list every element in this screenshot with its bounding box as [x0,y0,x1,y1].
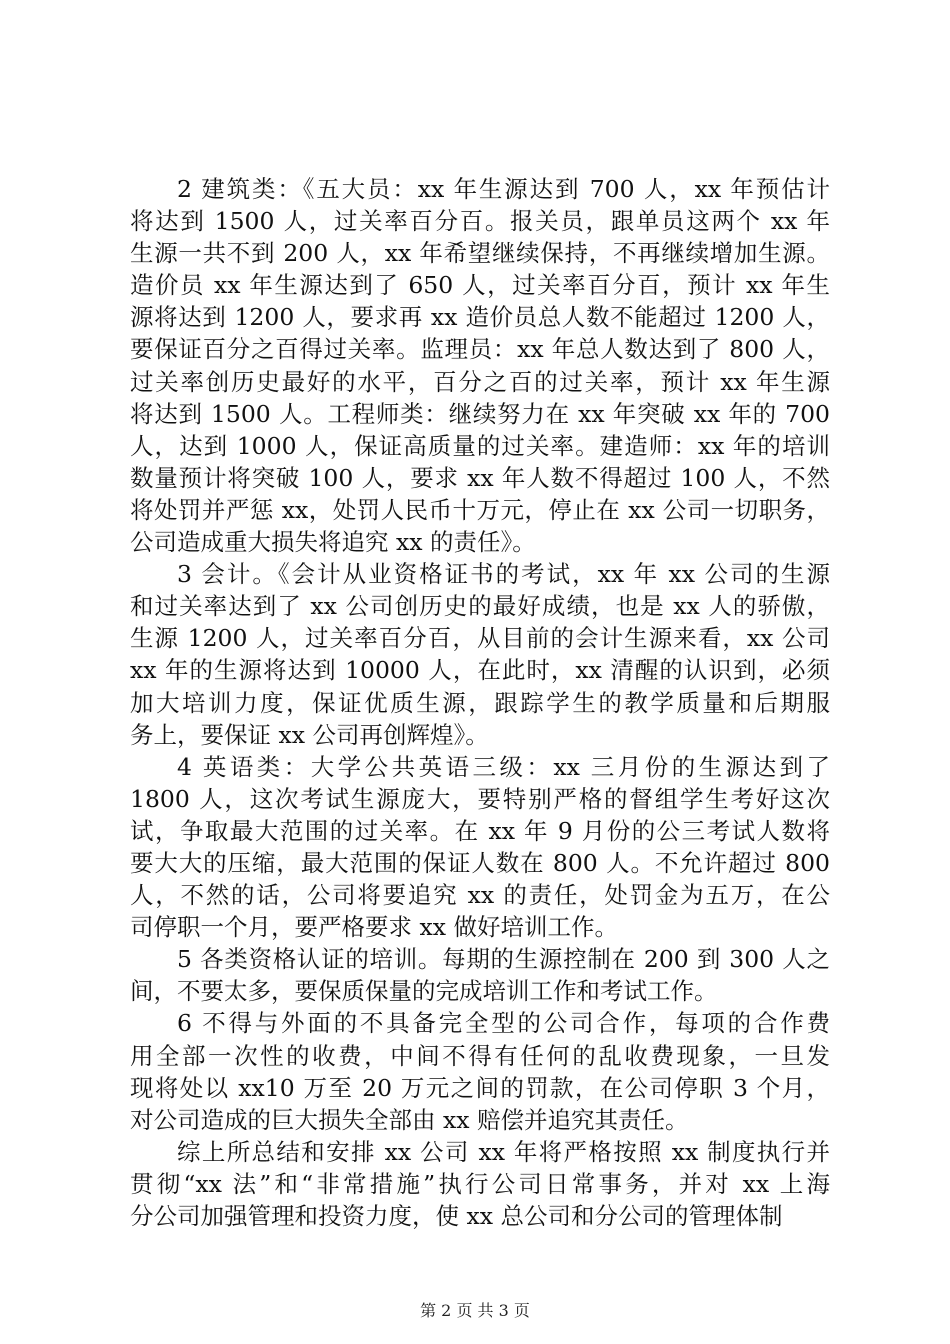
text-line: 5 各类资格认证的培训。每期的生源控制在 200 到 300 人之 [177,945,830,974]
page-footer: 第 2 页 共 3 页 [420,1301,530,1320]
text-line: 要大大的压缩，最大范围的保证人数在 800 人。不允许超过 800 [130,848,830,877]
text-line: 贯彻“xx 法”和“非常措施”执行公司日常事务，并对 xx 上海 [130,1169,830,1198]
text-line: 将处罚并严惩 xx，处罚人民币十万元，停止在 xx 公司一切职务， [130,495,830,524]
paragraph [130,558,830,751]
text-line: 用全部一次性的收费，中间不得有任何的乱收费现象，一旦发 [130,1041,830,1070]
text-line: 务上，要保证 xx 公司再创辉煌》。 [130,720,489,749]
text-line: 将达到 1500 人，过关率百分百。报关员，跟单员这两个 xx 年 [130,207,830,236]
text-line: 试，争取最大范围的过关率。在 xx 年 9 月份的公三考试人数将 [130,816,830,845]
text-line: 将达到 1500 人。工程师类：继续努力在 xx 年突破 xx 年的 700 [130,399,830,428]
paragraph [130,751,830,944]
text-line: 1800 人，这次考试生源庞大，要特别严格的督组学生考好这次 [130,784,830,813]
text-line: 4 英语类：大学公共英语三级：xx 三月份的生源达到了 [177,752,830,781]
text-line: 对公司造成的巨大损失全部由 xx 赔偿并追究其责任。 [130,1105,689,1134]
text-line: 间，不要太多，要保质保量的完成培训工作和考试工作。 [130,977,718,1006]
text-line: 3 会计。《会计从业资格证书的考试，xx 年 xx 公司的生源 [177,560,830,589]
text-line: 要保证百分之百得过关率。监理员：xx 年总人数达到了 800 人， [130,335,830,364]
text-line: 造价员 xx 年生源达到了 650 人，过关率百分百，预计 xx 年生 [130,271,830,300]
text-line: 司停职一个月，要严格要求 xx 做好培训工作。 [130,913,618,942]
text-line: 加大培训力度，保证优质生源，跟踪学生的教学质量和后期服 [130,688,830,717]
text-line: 人，不然的话，公司将要追究 xx 的责任，处罚金为五万，在公 [130,881,830,910]
text-line: 生源 1200 人，过关率百分百，从目前的会计生源来看，xx 公司 [130,624,830,653]
text-line: 公司造成重大损失将追究 xx 的责任》。 [130,528,536,557]
text-line: 2 建筑类：《五大员：xx 年生源达到 700 人，xx 年预估计 [177,175,830,203]
text-line: 生源一共不到 200 人，xx 年希望继续保持，不再继续增加生源。 [130,239,830,268]
text-line: 分公司加强管理和投资力度，使 xx 总公司和分公司的管理体制 [130,1202,783,1230]
text-line: 综上所总结和安排 xx 公司 xx 年将严格按照 xx 制度执行并 [177,1137,830,1166]
paragraph [130,1136,830,1232]
text-line: xx 年的生源将达到 10000 人，在此时，xx 清醒的认识到，必须 [130,656,830,685]
paragraph [130,173,830,558]
text-line: 6 不得与外面的不具备完全型的公司合作，每项的合作费 [177,1009,830,1038]
document-body [130,173,830,1232]
text-line: 人，达到 1000 人，保证高质量的过关率。建造师：xx 年的培训 [130,431,830,460]
text-line: 数量预计将突破 100 人，要求 xx 年人数不得超过 100 人，不然 [130,463,830,492]
text-line: 过关率创历史最好的水平，百分之百的过关率，预计 xx 年生源 [130,367,830,396]
text-line: 现将处以 xx10 万至 20 万元之间的罚款，在公司停职 3 个月， [130,1073,830,1102]
text-line: 和过关率达到了 xx 公司创历史的最好成绩，也是 xx 人的骄傲， [130,592,830,621]
paragraph [130,943,830,1007]
paragraph [130,1007,830,1135]
text-line: 源将达到 1200 人，要求再 xx 造价员总人数不能超过 1200 人， [130,303,830,332]
